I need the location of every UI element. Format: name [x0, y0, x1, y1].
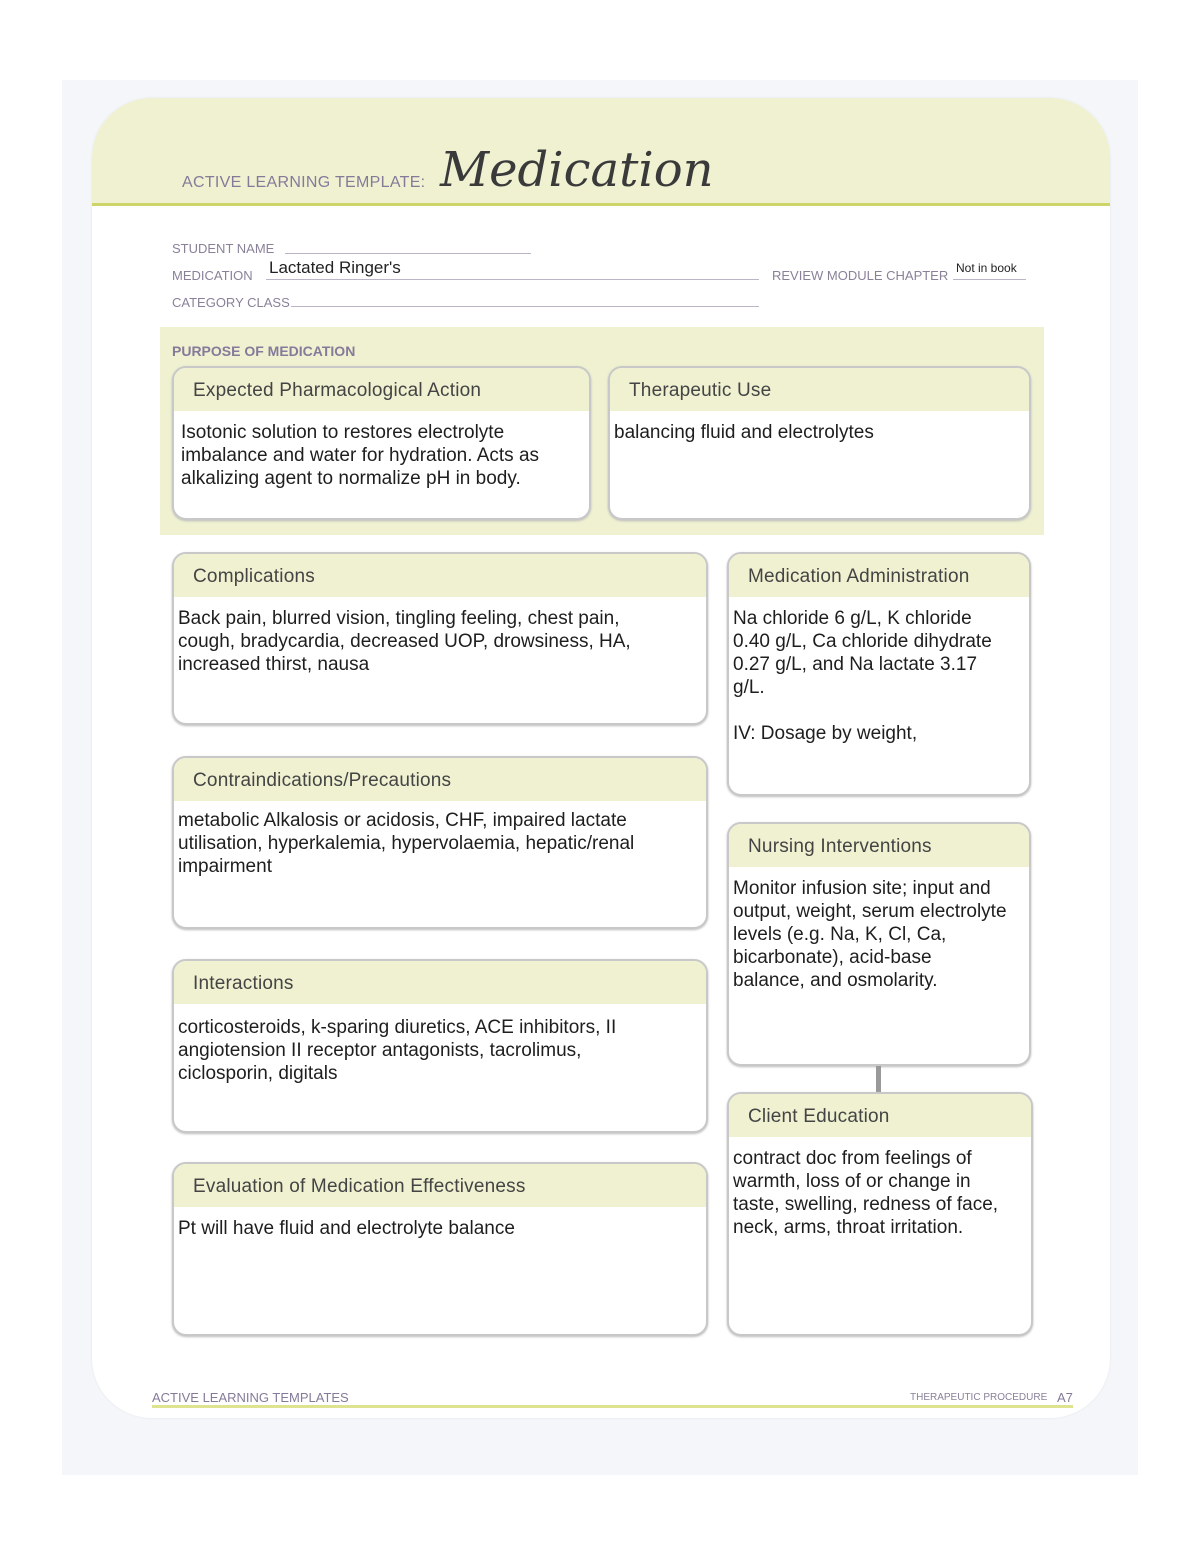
box-title: Evaluation of Medication Effectiveness	[174, 1164, 706, 1207]
client-education-box	[727, 1092, 1033, 1336]
student-name-field[interactable]	[285, 253, 531, 254]
box-title: Complications	[174, 554, 706, 597]
purpose-label: PURPOSE OF MEDICATION	[172, 343, 356, 359]
medication-value: Lactated Ringer's	[269, 258, 401, 277]
expected-action-box	[172, 366, 591, 520]
category-class-label: CATEGORY CLASS	[172, 295, 290, 310]
contraindications-box	[172, 756, 708, 929]
medication-label: MEDICATION	[172, 268, 253, 283]
template-header	[92, 98, 1110, 206]
page-number: A7	[1057, 1390, 1073, 1405]
box-body[interactable]: contract doc from feelings of warmth, loss of or change in taste, swelling, redness of face, neck, arms, throat irritation.	[733, 1148, 999, 1238]
footer-right: THERAPEUTIC PROCEDURE	[910, 1392, 1048, 1403]
evaluation-box	[172, 1162, 708, 1336]
medication-field[interactable]	[266, 258, 759, 280]
nursing-interventions-box	[727, 822, 1031, 1066]
box-body[interactable]: corticosteroids, k-sparing diuretics, ACE inhibitors, II angiotension II receptor antagonists, tacrolimus, ciclosporin, digitals	[178, 1017, 617, 1084]
complications-box	[172, 552, 708, 725]
connector-line	[876, 1066, 881, 1092]
review-module-value: Not in book	[956, 261, 1017, 275]
footer-divider	[152, 1405, 1073, 1408]
review-module-label: REVIEW MODULE CHAPTER	[772, 268, 949, 283]
medication-administration-box	[727, 552, 1031, 796]
box-title: Medication Administration	[729, 554, 1029, 597]
box-title: Interactions	[174, 961, 706, 1004]
review-module-field[interactable]	[953, 261, 1026, 280]
box-title: Nursing Interventions	[729, 824, 1029, 867]
box-body[interactable]: Monitor infusion site; input and output, weight, serum electrolyte levels (e.g. Na, K, Cl, Ca, bicarbonate), acid-base balance, and osmolarity.	[733, 878, 1007, 991]
category-class-field[interactable]	[291, 306, 759, 307]
page-title: Medication	[440, 142, 714, 198]
student-name-label: STUDENT NAME	[172, 241, 275, 256]
box-body[interactable]: Back pain, blurred vision, tingling feeling, chest pain, cough, bradycardia, decreased UOP, drowsiness, HA, increased thirst, nausa	[178, 608, 631, 675]
interactions-box	[172, 959, 708, 1133]
box-title: Expected Pharmacological Action	[174, 368, 589, 411]
template-label: ACTIVE LEARNING TEMPLATE:	[182, 174, 426, 191]
box-body[interactable]: Isotonic solution to restores electrolyte imbalance and water for hydration. Acts as alkalizing agent to normalize pH in body.	[181, 422, 540, 489]
box-title: Therapeutic Use	[610, 368, 1029, 411]
box-body[interactable]: Pt will have fluid and electrolyte balance	[178, 1218, 515, 1239]
box-title: Client Education	[729, 1094, 1031, 1137]
box-body[interactable]: metabolic Alkalosis or acidosis, CHF, impaired lactate utilisation, hyperkalemia, hypervolaemia, hepatic/renal impairment	[178, 810, 635, 877]
box-body[interactable]: Na chloride 6 g/L, K chloride 0.40 g/L, Ca chloride dihydrate 0.27 g/L, and Na lactate 3.17 g/L. IV: Dosage by weight,	[733, 608, 992, 744]
footer-left: ACTIVE LEARNING TEMPLATES	[152, 1390, 349, 1405]
box-title: Contraindications/Precautions	[174, 758, 706, 801]
box-body[interactable]: balancing fluid and electrolytes	[614, 422, 874, 443]
therapeutic-use-box	[608, 366, 1031, 520]
